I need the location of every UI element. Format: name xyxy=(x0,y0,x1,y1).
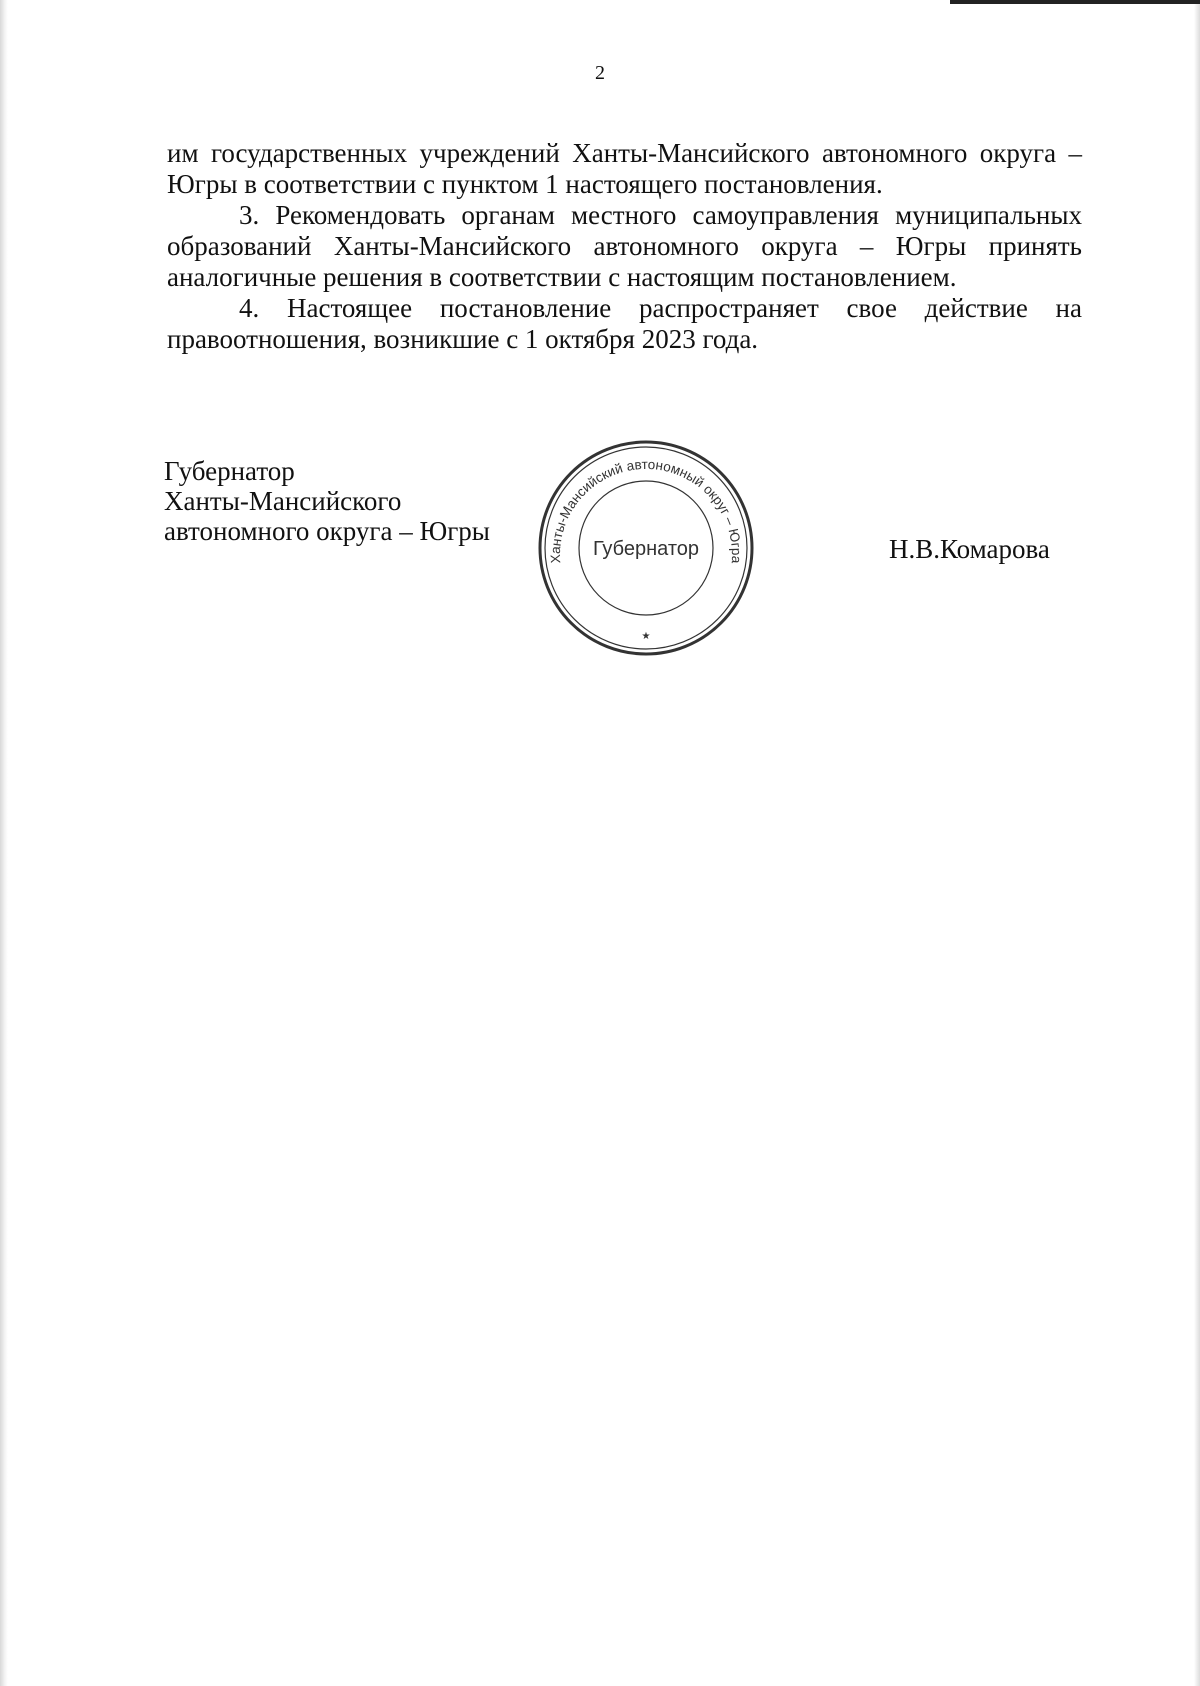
official-seal xyxy=(535,437,757,659)
signatory-position-line: автономного округа – Югры xyxy=(164,516,490,546)
page-number: 2 xyxy=(595,62,605,84)
document-body xyxy=(167,138,1082,355)
seal-star-icon: ★ xyxy=(641,631,651,642)
scan-edge-left xyxy=(0,0,8,1686)
signatory-position xyxy=(164,456,490,546)
top-rule xyxy=(950,0,1200,4)
signatory-position-line: Ханты-Мансийского xyxy=(164,486,402,516)
paragraph-item-3: 3. Рекомендовать органам местного самоуправления муниципальных образований Ханты-Мансийского автономного округа – Югры принять аналогичные решения в соответствии с настоящим постановлением. xyxy=(167,200,1082,292)
paragraph-item-4: 4. Настоящее постановление распространяет свое действие на правоотношения, возникшие с 1 октября 2023 года. xyxy=(167,293,1082,354)
seal-ring-text: Ханты-Мансийский автономный округ – Югра xyxy=(547,456,745,564)
paragraph-continuation: им государственных учреждений Ханты-Мансийского автономного округа – Югры в соответствии с пунктом 1 настоящего постановления. xyxy=(167,138,1082,199)
seal-center-text: Губернатор xyxy=(592,538,700,560)
signatory-position-line: Губернатор xyxy=(164,456,295,486)
scan-edge-right xyxy=(1194,0,1200,1686)
signatory-name: Н.В.Комарова xyxy=(889,534,1050,564)
